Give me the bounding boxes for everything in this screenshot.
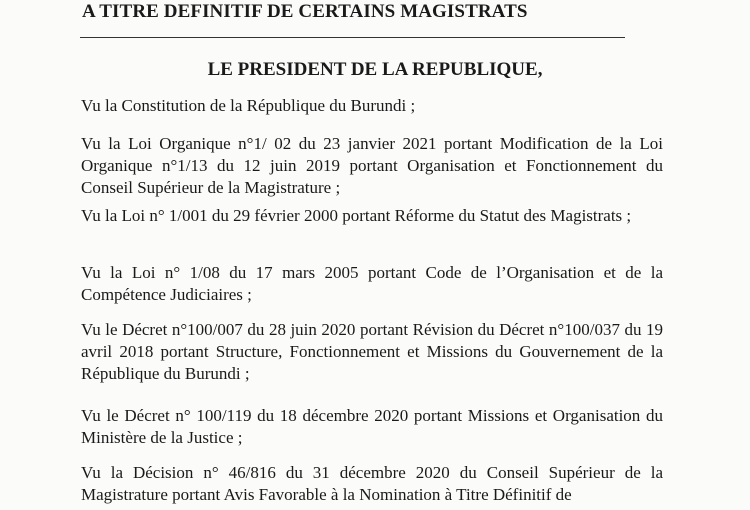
visa-decret-justice: Vu le Décret n° 100/119 du 18 décembre 2020 portant Missions et Organisation du Ministère de la Justice ; [81,406,663,447]
title-underline [80,37,625,38]
visa-statut-magistrats: Vu la Loi n° 1/001 du 29 février 2000 portant Réforme du Statut des Magistrats ; [81,206,632,225]
visa-code-organisation: Vu la Loi n° 1/08 du 17 mars 2005 portant Code de l’Organisation et de la Compétence Judiciaires ; [81,263,663,304]
president-heading: LE PRESIDENT DE LA REPUBLIQUE, [207,59,543,80]
visa-decret-gouvernement: Vu le Décret n°100/007 du 28 juin 2020 portant Révision du Décret n°100/037 du 19 avril 2018 portant Structure, Fonctionnement et Missions du Gouvernement de la République du Burundi ; [81,320,663,383]
visa-decision-csm: Vu la Décision n° 46/816 du 31 décembre 2020 du Conseil Supérieur de la Magistrature portant Avis Favorable à la Nomination à Titre Définitif de [81,463,663,504]
visa-constitution: Vu la Constitution de la République du Burundi ; [81,96,416,115]
decree-title: A TITRE DEFINITIF DE CERTAINS MAGISTRATS [82,1,528,22]
visa-loi-organique: Vu la Loi Organique n°1/ 02 du 23 janvier 2021 portant Modification de la Loi Organique n°1/13 du 12 juin 2019 portant Organisation et Fonctionnement du Conseil Supérieur de la Magistrature ; [81,134,663,197]
